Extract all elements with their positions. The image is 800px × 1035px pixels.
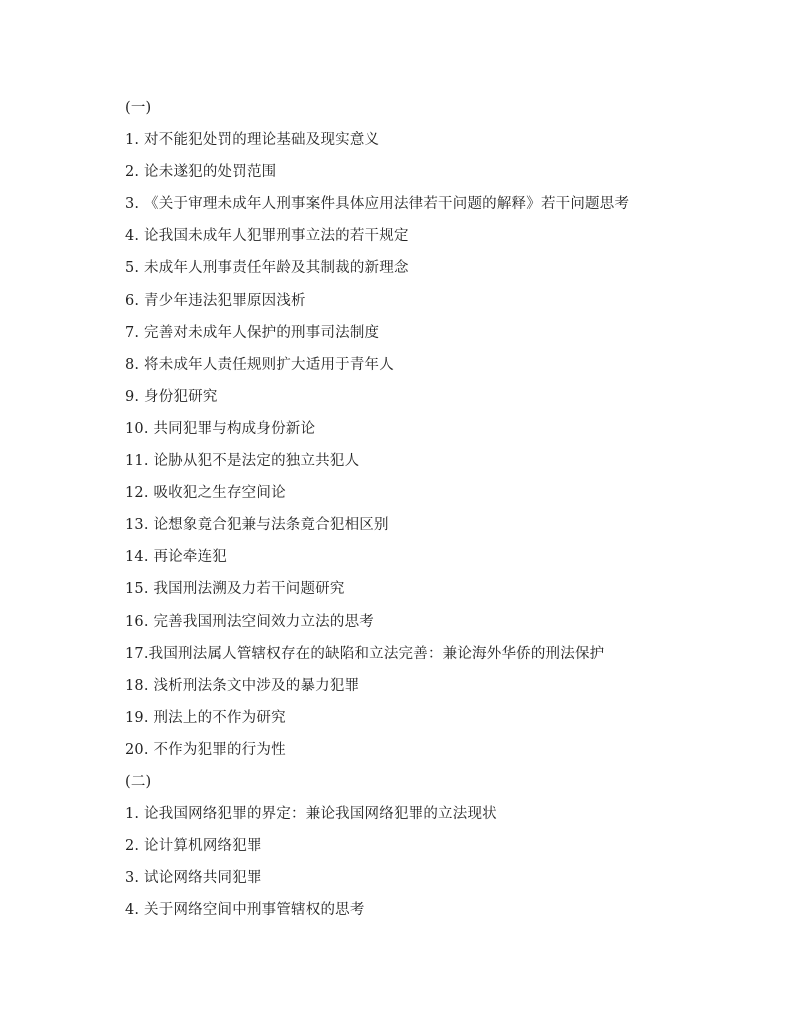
list-item: 3. 《关于审理未成年人刑事案件具体应用法律若干问题的解释》若干问题思考 bbox=[125, 196, 630, 213]
list-item: 9. 身份犯研究 bbox=[125, 388, 218, 405]
list-item: 3. 试论网络共同犯罪 bbox=[125, 870, 262, 887]
section-heading: (二) bbox=[125, 773, 152, 790]
list-item: 13. 论想象竟合犯兼与法条竟合犯相区别 bbox=[125, 517, 389, 534]
section-heading: (一) bbox=[125, 100, 152, 116]
list-item: 2. 论计算机网络犯罪 bbox=[125, 838, 262, 855]
list-item: 7. 完善对未成年人保护的刑事司法制度 bbox=[125, 324, 380, 341]
list-item: 10. 共同犯罪与构成身份新论 bbox=[125, 420, 316, 437]
list-item: 1. 对不能犯处罚的理论基础及现实意义 bbox=[125, 132, 380, 149]
list-item: 20. 不作为犯罪的行为性 bbox=[125, 741, 286, 758]
list-item: 12. 吸收犯之生存空间论 bbox=[125, 485, 286, 502]
list-item: 17.我国刑法属人管辖权存在的缺陷和立法完善：兼论海外华侨的刑法保护 bbox=[125, 645, 605, 662]
list-item: 19. 刑法上的不作为研究 bbox=[125, 709, 286, 726]
topic-list bbox=[125, 92, 765, 926]
list-item: 4. 关于网络空间中刑事管辖权的思考 bbox=[125, 902, 365, 919]
list-item: 8. 将未成年人责任规则扩大适用于青年人 bbox=[125, 356, 394, 373]
list-item: 2. 论未遂犯的处罚范围 bbox=[125, 164, 277, 181]
list-item: 5. 未成年人刑事责任年龄及其制裁的新理念 bbox=[125, 260, 409, 277]
list-item: 18. 浅析刑法条文中涉及的暴力犯罪 bbox=[125, 677, 360, 694]
list-item: 6. 青少年违法犯罪原因浅析 bbox=[125, 292, 306, 309]
list-item: 11. 论胁从犯不是法定的独立共犯人 bbox=[125, 453, 360, 470]
list-item: 15. 我国刑法溯及力若干问题研究 bbox=[125, 581, 345, 598]
list-item: 4. 论我国未成年人犯罪刑事立法的若干规定 bbox=[125, 228, 409, 245]
list-item: 1. 论我国网络犯罪的界定：兼论我国网络犯罪的立法现状 bbox=[125, 806, 497, 823]
list-item: 14. 再论牵连犯 bbox=[125, 549, 227, 566]
list-item: 16. 完善我国刑法空间效力立法的思考 bbox=[125, 613, 374, 630]
